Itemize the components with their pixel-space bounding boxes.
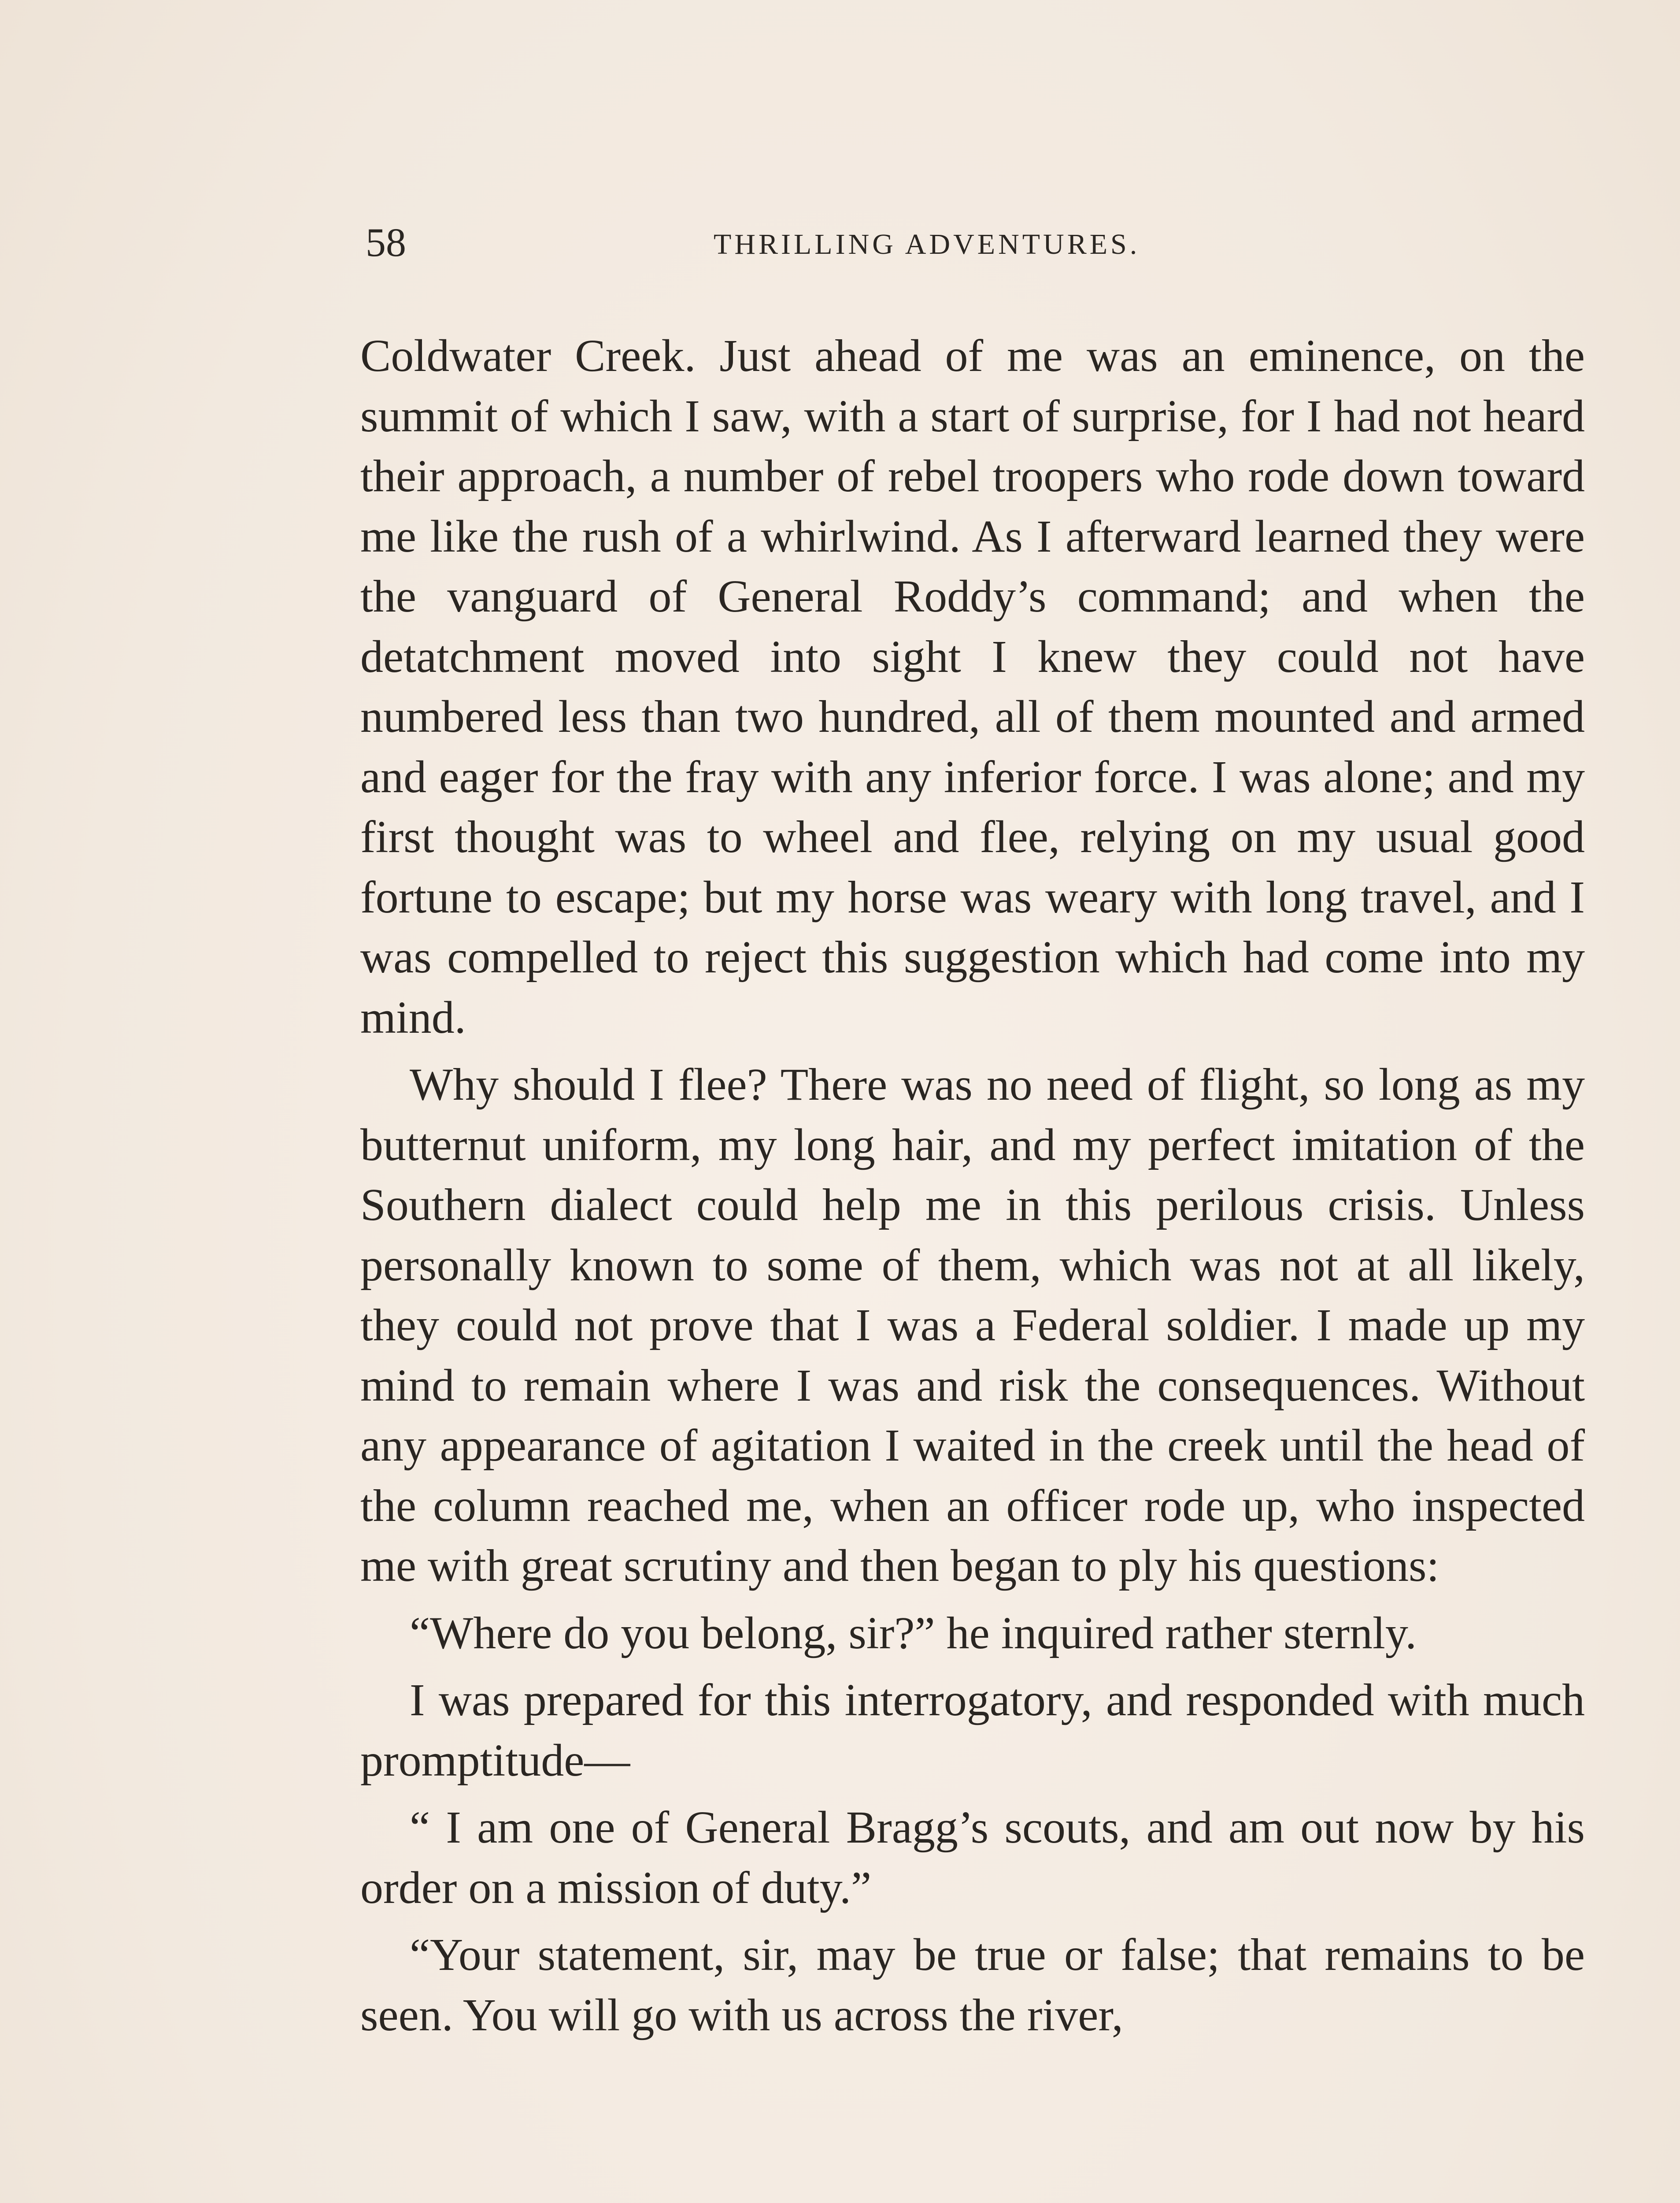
running-head: THRILLING ADVENTURES. bbox=[714, 228, 1140, 260]
page-header bbox=[361, 216, 1577, 269]
paragraph: “ I am one of General Bragg’s scouts, and am out now by his order on a mission of duty.” bbox=[360, 1802, 1585, 1913]
paragraph: “Your statement, sir, may be true or false; that remains to be seen. You will go with us across the river, bbox=[360, 1929, 1585, 2040]
paragraph: Why should I flee? There was no need of flight, so long as my butternut uniform, my long hair, and my perfect imitation of the Southern dialect could help me in this perilous crisis. Unless personally known to some of them, which was not at all likely, they could not prove that I was a Federal soldier. I made up my mind to remain where I was and risk the consequences. Without any appearance of agitation I waited in the creek until the head of the column reached me, when an officer rode up, who inspected me with great scrutiny and then began to ply his questions: bbox=[360, 1059, 1585, 1591]
paragraph: “Where do you belong, sir?” he inquired rather sternly. bbox=[410, 1607, 1417, 1658]
paragraph: Coldwater Creek. Just ahead of me was an eminence, on the summit of which I saw, with a start of surprise, for I had not heard their approach, a number of rebel troopers who rode down toward me like the rush of a whirlwind. As I afterward learned they were the vanguard of General Roddy’s command; and when the detatchment moved into sight I knew they could not have numbered less than two hundred, all of them mounted and armed and eager for the fray with any inferior force. I was alone; and my first thought was to wheel and flee, relying on my usual good fortune to escape; but my horse was weary with long travel, and I was compelled to reject this suggestion which had come into my mind. bbox=[360, 330, 1585, 1043]
body-text bbox=[360, 326, 1585, 2052]
page-number: 58 bbox=[366, 220, 406, 265]
paragraph: I was prepared for this interrogatory, and responded with much promptitude— bbox=[360, 1675, 1585, 1786]
